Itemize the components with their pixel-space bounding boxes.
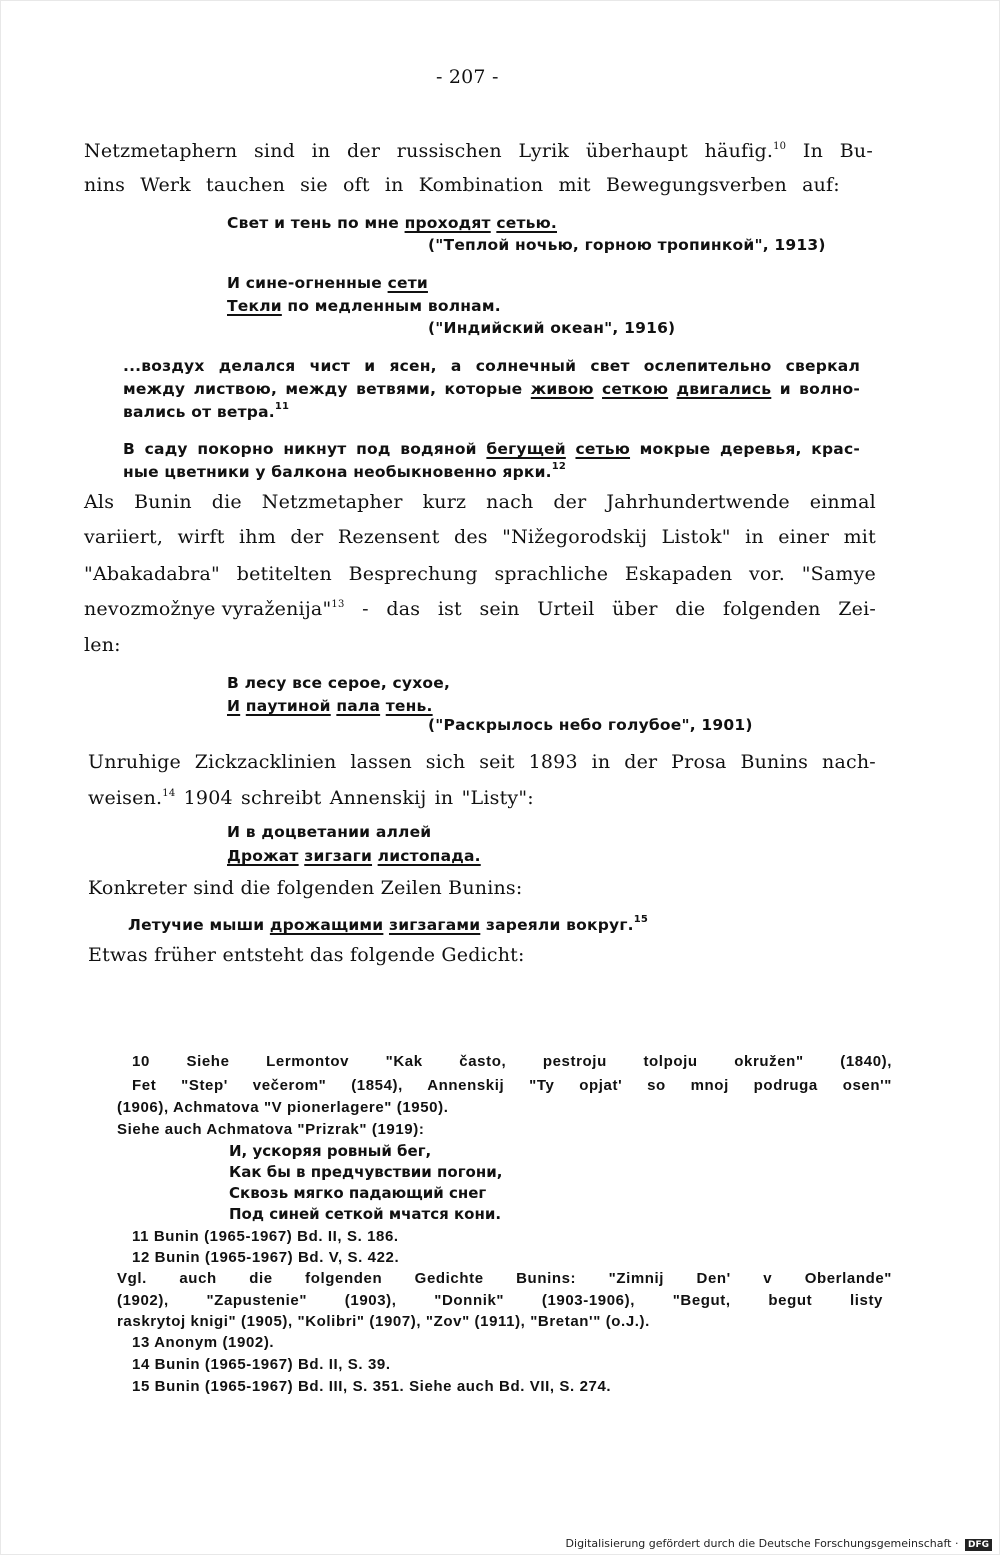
quote3-line1: ...воздух делался чист и ясен, а солнечный свет ослепительно сверкал (123, 357, 860, 375)
quote2-source: ("Индийский океан", 1916) (428, 319, 676, 337)
footnote-vgl-line3: raskrytoj knigi" (1905), "Kolibri" (1907), "Zov" (1911), "Bretan'" (o.J.). (117, 1313, 650, 1330)
footnote-ref: 15 (633, 914, 649, 925)
footnote-poem-line2: Как бы в предчувствии погони, (229, 1163, 503, 1181)
quote4-line2: ные цветники у балкона необыкновенно ярки.$^{12}$ (123, 461, 567, 481)
quote2-line2: Текли по медленным волнам. (227, 297, 501, 315)
footnote-vgl-line2: (1902), "Zapustenie" (1903), "Donnik" (1903-1906), "Begut, begut listy (117, 1292, 883, 1309)
dfg-logo: DFG (965, 1539, 992, 1551)
footnote-15: 15 Bunin (1965-1967) Bd. III, S. 351. Siehe auch Bd. VII, S. 274. (132, 1378, 612, 1395)
footnote-ref: 10 (773, 141, 787, 152)
footnote-ref: 13 (331, 599, 345, 610)
quote5-line1: В лесу все серое, сухое, (227, 674, 451, 692)
quote3-line3: вались от ветра.$^{11}$ (123, 401, 290, 421)
quote7-line: Летучие мыши дрожащими зигзагами зареяли вокруг.$^{15}$ (128, 914, 649, 934)
para2-line2: variiert, wirft ihm der Rezensent des "Nižegorodskij Listok" in einer mit (84, 526, 876, 548)
footnote-14: 14 Bunin (1965-1967) Bd. II, S. 39. (132, 1356, 391, 1373)
footnote-12: 12 Bunin (1965-1967) Bd. V, S. 422. (132, 1249, 400, 1266)
footer-separator: · (951, 1537, 962, 1550)
footnote-ref: 12 (551, 461, 567, 472)
para5: Etwas früher entsteht das folgende Gedicht: (88, 944, 525, 966)
para1-line2: nins Werk tauchen sie oft in Kombination mit Bewegungsverben auf: (84, 174, 840, 196)
para2-line5: len: (84, 634, 121, 656)
footnote-13: 13 Anonym (1902). (132, 1334, 275, 1351)
para3-line2: weisen.$^{14}$ 1904 schreibt Annenskij in "Listy": (88, 787, 534, 809)
para3-line1: Unruhige Zickzacklinien lassen sich seit 1893 in der Prosa Bunins nach- (88, 751, 876, 773)
footnote-10-line2: Fet "Step' večerom" (1854), Annenskij "Ty opjat' so mnoj podruga osen'" (132, 1077, 892, 1094)
para2-line3: "Abakadabra" betitelten Besprechung sprachliche Eskapaden vor. "Samye (84, 563, 876, 585)
footnote-ref: 14 (162, 788, 176, 799)
footnote-poem-line3: Сквозь мягко падающий снег (229, 1184, 487, 1202)
quote6-line2: Дрожат зигзаги листопада. (227, 847, 481, 865)
quote6-line1: И в доцветании аллей (227, 823, 432, 841)
footnote-10-line1: 10 Siehe Lermontov "Kak často, pestroju tolpoju okružen" (1840), (132, 1053, 892, 1070)
quote1-source: ("Теплой ночью, горною тропинкой", 1913) (428, 236, 826, 254)
footnote-ref: 11 (274, 401, 290, 412)
footnote-11: 11 Bunin (1965-1967) Bd. II, S. 186. (132, 1228, 399, 1245)
footer (566, 1537, 992, 1551)
footnote-poem-line4: Под синей сеткой мчатся кони. (229, 1205, 502, 1223)
page-number: - 207 - (436, 66, 499, 88)
quote3-line2: между листвою, между ветвями, которые живою сеткою двигались и волно- (123, 380, 860, 398)
quote1-line: Свет и тень по мне проходят сетью. (227, 214, 557, 232)
quote5-source: ("Раскрылось небо голубое", 1901) (428, 716, 753, 734)
para4: Konkreter sind die folgenden Zeilen Bunins: (88, 877, 523, 899)
footnote-10-line4: Siehe auch Achmatova "Prizrak" (1919): (117, 1121, 425, 1138)
quote5-line2: И паутиной пала тень. (227, 697, 433, 715)
quote2-line1: И сине-огненные сети (227, 274, 428, 292)
footer-text: Digitalisierung gefördert durch die Deutsche Forschungsgemeinschaft (565, 1537, 952, 1550)
para2-line1: Als Bunin die Netzmetapher kurz nach der Jahrhundertwende einmal (84, 491, 876, 513)
footnote-10-line3: (1906), Achmatova "V pionerlagere" (1950). (117, 1099, 449, 1116)
para1-line1: Netzmetaphern sind in der russischen Lyrik überhaupt häufig.$^{10}$ In Bu- (84, 140, 873, 162)
footnote-vgl-line1: Vgl. auch die folgenden Gedichte Bunins: "Zimnij Den' v Oberlande" (117, 1270, 892, 1287)
para2-line4: nevozmožnye vyraženija"$^{13}$ - das ist sein Urteil über die folgenden Zei- (84, 598, 876, 620)
quote4-line1: В саду покорно никнут под водяной бегущей сетью мокрые деревья, крас- (123, 440, 860, 458)
footnote-poem-line1: И, ускоряя ровный бег, (229, 1142, 432, 1160)
